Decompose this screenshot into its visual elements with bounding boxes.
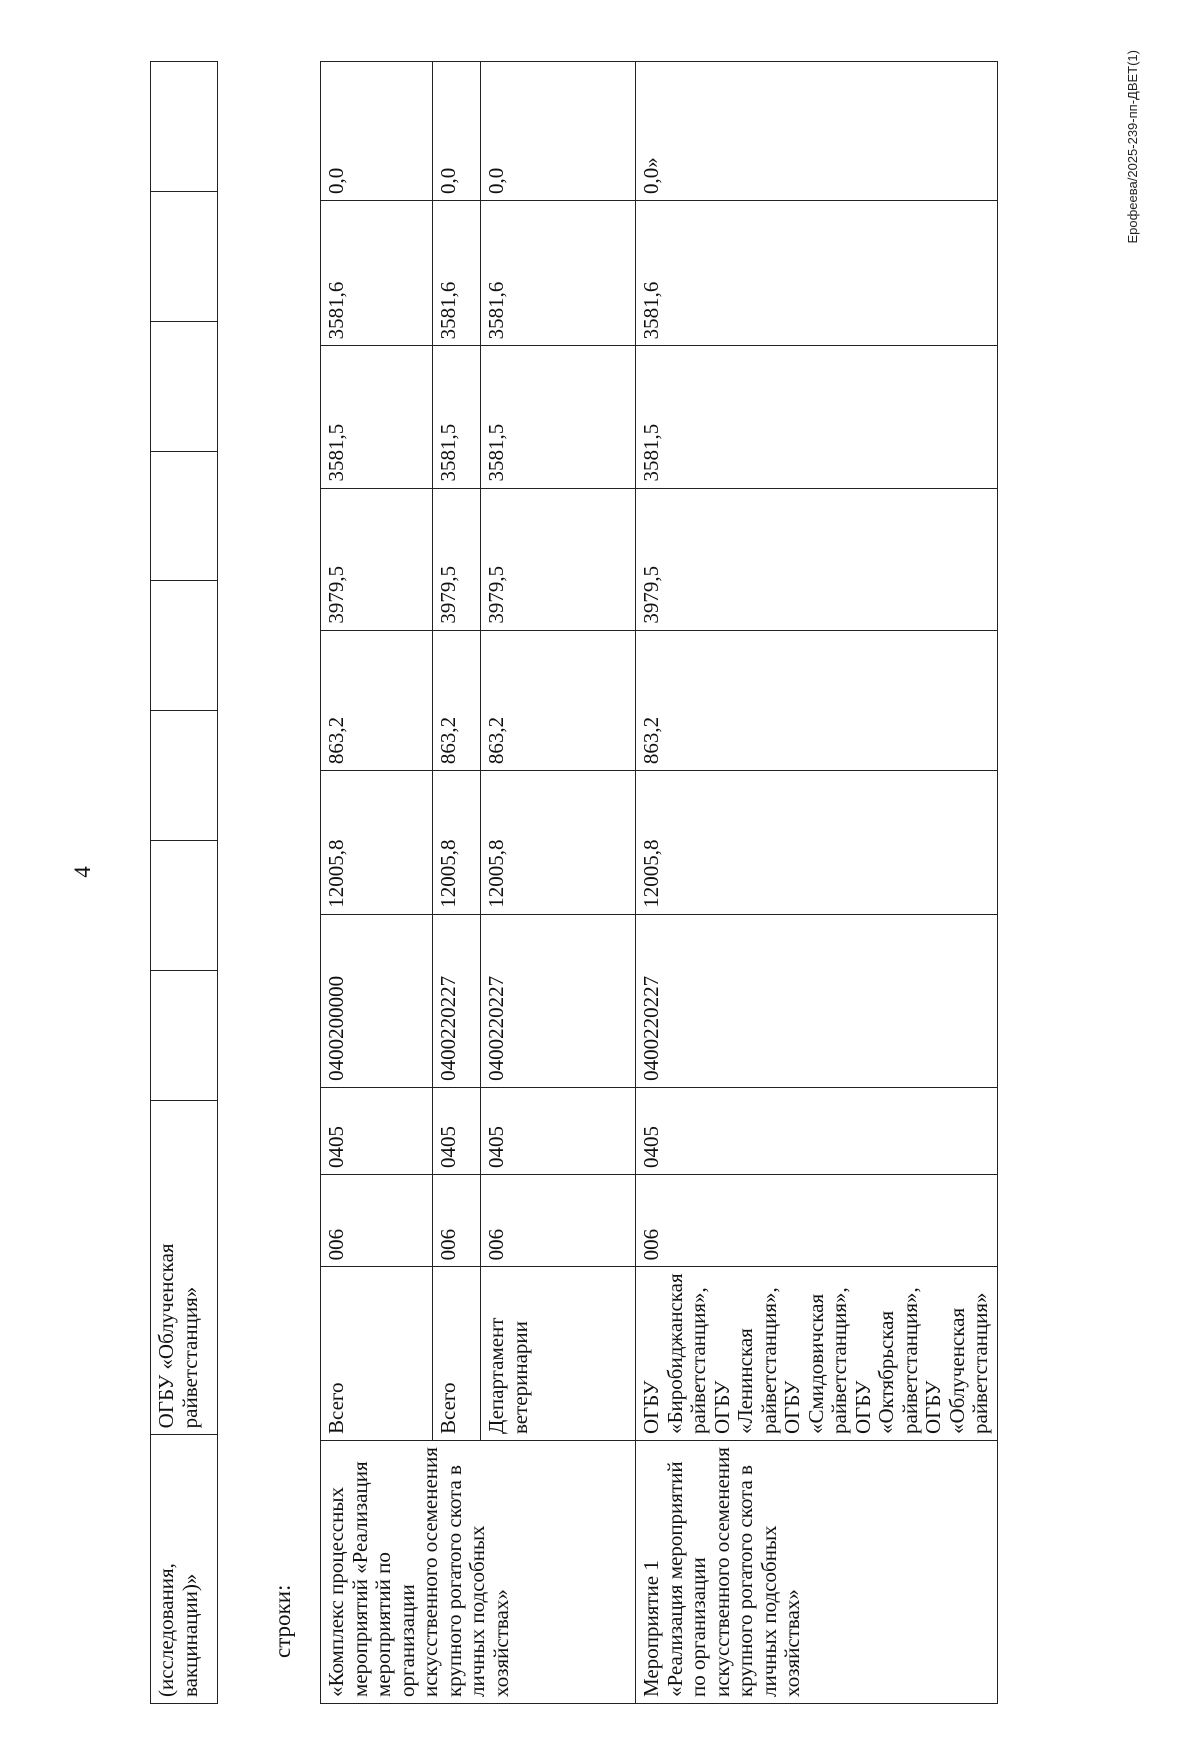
value-cell: 3979,5 (433, 488, 481, 630)
rzpr-cell: 0405 (481, 1087, 636, 1174)
value-cell: 0,0» (636, 62, 998, 201)
csr-cell: 0400200000 (321, 914, 433, 1087)
table-row (636, 62, 998, 1704)
value-cell: 3581,5 (636, 346, 998, 488)
value-cell: 12005,8 (481, 771, 636, 915)
csr-cell: 0400220227 (481, 914, 636, 1087)
funding-table (320, 61, 998, 1704)
value-cell: 863,2 (481, 630, 636, 770)
value-cell: 3581,5 (481, 346, 636, 488)
table-cell: ОГБУ «Облученская райветстанция» (151, 1100, 218, 1435)
value-cell: 863,2 (636, 630, 998, 770)
empty-cell (151, 451, 218, 581)
event-name: Мероприятие 1 «Реализация мероприятий по организации искусственного осеменения крупного рогатого скота в личных подсобных хозяйствах» (636, 1441, 998, 1704)
csr-cell: 0400220227 (433, 914, 481, 1087)
empty-cell (151, 711, 218, 841)
value-cell: 3979,5 (636, 488, 998, 630)
value-cell: 3581,6 (321, 200, 433, 345)
table-row (321, 62, 433, 1704)
grbs-cell: 006 (433, 1175, 481, 1267)
value-cell: 3979,5 (481, 488, 636, 630)
value-cell: 0,0 (481, 62, 636, 201)
value-cell: 0,0 (433, 62, 481, 201)
value-cell: 12005,8 (636, 771, 998, 915)
rzpr-cell: 0405 (321, 1087, 433, 1174)
csr-cell: 0400220227 (636, 914, 998, 1087)
rzpr-cell: 0405 (433, 1087, 481, 1174)
value-cell: 3581,6 (433, 200, 481, 345)
table-cell: (исследования, вакцинации)» (151, 1435, 218, 1704)
grbs-cell: 006 (481, 1175, 636, 1267)
empty-cell (151, 581, 218, 711)
executor-cell: Всего (321, 1267, 433, 1441)
value-cell: 12005,8 (321, 771, 433, 915)
empty-cell (151, 191, 218, 321)
value-cell: 3581,5 (433, 346, 481, 488)
program-complex-name: «Комплекс процессных мероприятий «Реализация мероприятий по организации искусственного осеменения крупного рогатого скота в личных подсобных хозяйствах» (321, 1441, 636, 1704)
empty-cell (151, 321, 218, 451)
executor-cell: ОГБУ «Биробиджанская райветстанция», ОГБУ «Ленинская райветстанция», ОГБУ «Смидовичская райветстанция», ОГБУ «Октябрьская райветстанция», ОГБУ «Облученская райветстанция» (636, 1267, 998, 1441)
section-label: строки: (270, 1584, 295, 1658)
page-number: 4 (70, 866, 95, 878)
empty-cell (151, 970, 218, 1100)
value-cell: 3581,6 (636, 200, 998, 345)
value-cell: 3979,5 (321, 488, 433, 630)
value-cell: 12005,8 (433, 771, 481, 915)
table-row (151, 62, 218, 1704)
value-cell: 3581,6 (481, 200, 636, 345)
value-cell: 0,0 (321, 62, 433, 201)
grbs-cell: 006 (636, 1175, 998, 1267)
executor-cell: Департамент ветеринарии (481, 1267, 636, 1441)
value-cell: 3581,5 (321, 346, 433, 488)
executor-cell: Всего (433, 1267, 481, 1441)
rzpr-cell: 0405 (636, 1087, 998, 1174)
grbs-cell: 006 (321, 1175, 433, 1267)
document-footer-code: Ерофеева/2025-239-пп-ДВЕТ(1) (1125, 50, 1140, 244)
value-cell: 863,2 (321, 630, 433, 770)
continuation-table (150, 61, 218, 1704)
value-cell: 863,2 (433, 630, 481, 770)
empty-cell (151, 62, 218, 192)
empty-cell (151, 841, 218, 971)
